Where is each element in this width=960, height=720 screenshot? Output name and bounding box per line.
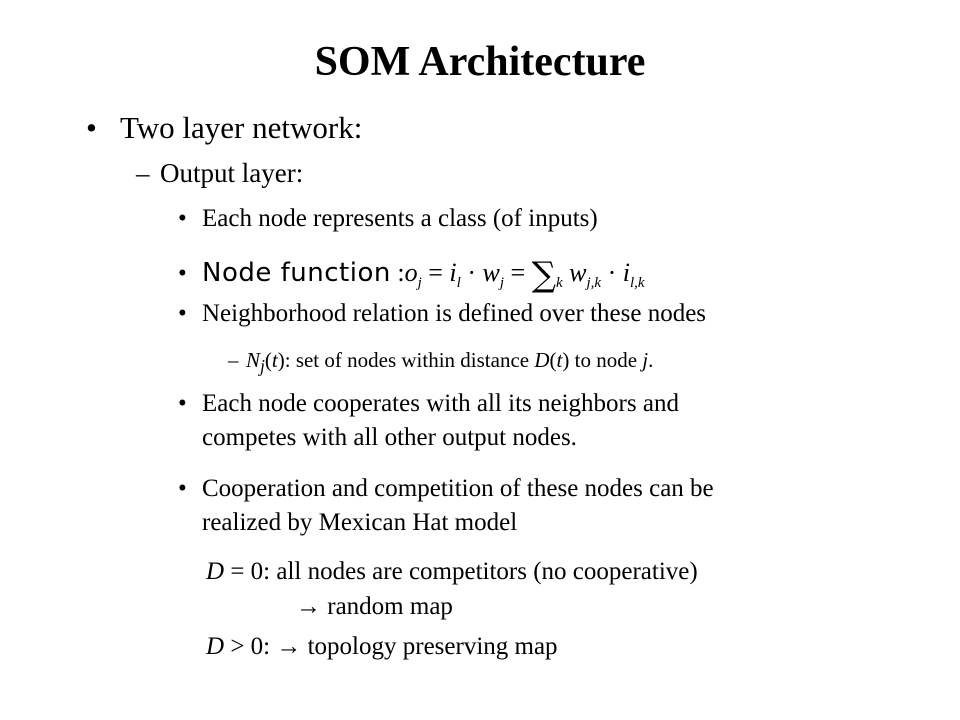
subitem-neighborhood-definition: – $N_j(t)$: set of nodes within distance D(t) to node j.	[228, 348, 654, 377]
bullet-dot: •	[178, 260, 187, 287]
note-d-greater-zero: D > 0: → topology preserving map	[206, 633, 558, 660]
slide-title: SOM Architecture	[314, 39, 646, 85]
bullet-dot: •	[178, 475, 187, 502]
item-text: Each node represents a class (of inputs)	[202, 205, 598, 232]
right-arrow-icon: →	[296, 593, 321, 620]
item-text: Each node cooperates with all its neighbors and	[202, 390, 679, 417]
note-random-map: → random map	[296, 593, 453, 620]
bullet-two-layer-network	[86, 110, 362, 146]
note-d-equals-zero: D = 0: all nodes are competitors (no cooperative)	[206, 558, 698, 585]
formula-label: Node function	[202, 258, 391, 288]
subbullet-output-layer	[136, 158, 303, 189]
item-neighborhood-relation	[178, 300, 706, 328]
item-node-function	[178, 250, 645, 295]
node-function-formula: Node function $:o_j = i_l \cdot w_j = \sum_k$ $w_{j,k} \cdot i_{l,k}$	[202, 255, 645, 295]
item-cooperates-competes-line2: competes with all other output nodes.	[202, 424, 577, 451]
bullet-dot: •	[178, 205, 187, 232]
bullet-dot: •	[178, 390, 187, 417]
item-mexican-hat-line2: realized by Mexican Hat model	[202, 509, 518, 536]
right-arrow-icon: →	[276, 633, 302, 660]
item-mexican-hat-line1	[178, 475, 714, 503]
dash-marker: –	[136, 158, 150, 188]
item-cooperates-competes-line1	[178, 390, 679, 418]
bullet-dot: •	[86, 110, 97, 145]
bullet-text: Two layer network:	[120, 110, 363, 145]
sum-symbol: ∑	[531, 255, 556, 295]
item-each-node-class	[178, 205, 598, 233]
dash-marker: –	[228, 348, 239, 372]
item-text: Cooperation and competition of these nodes can be	[202, 475, 714, 502]
subbullet-text: Output layer:	[160, 158, 304, 188]
item-text: Neighborhood relation is defined over these nodes	[202, 300, 707, 327]
bullet-dot: •	[178, 300, 187, 327]
